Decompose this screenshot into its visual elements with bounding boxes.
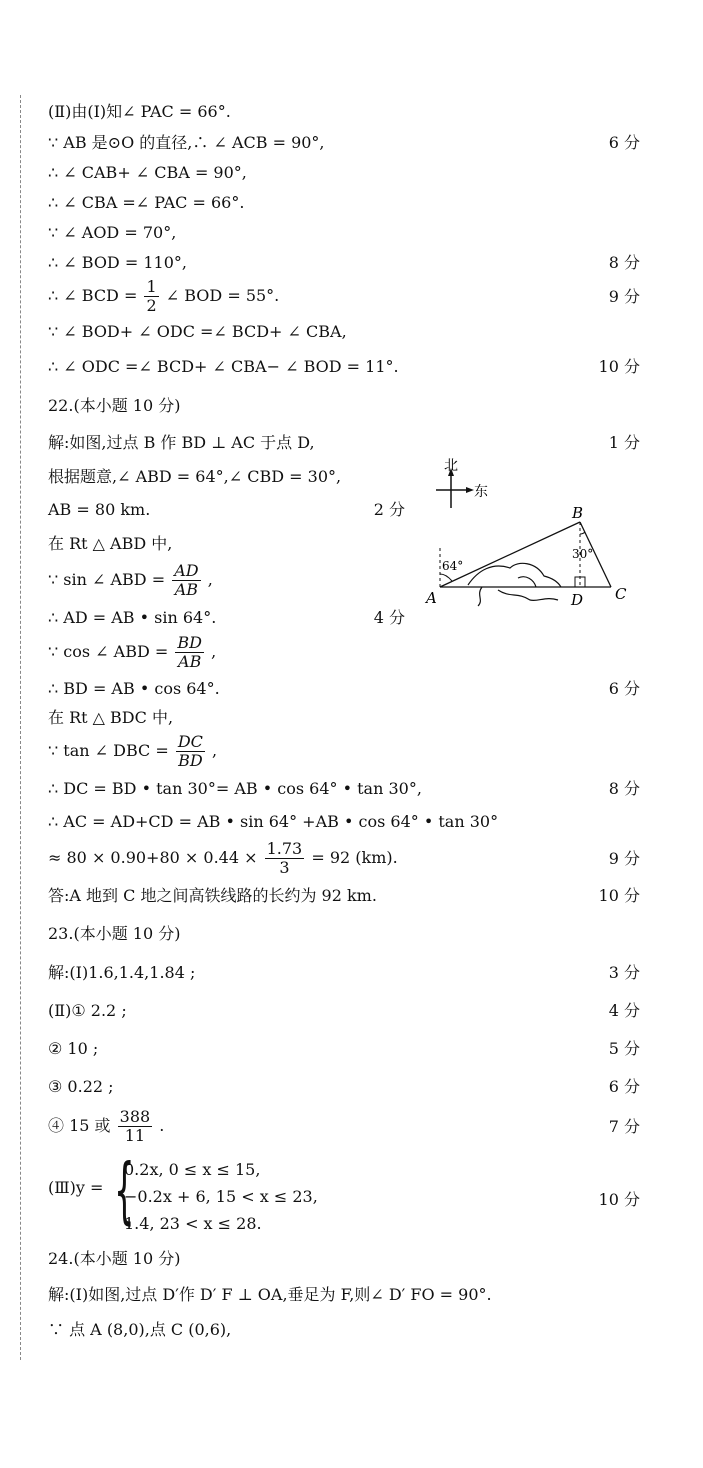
score-8: 8 分 (608, 253, 640, 272)
q22-line-12: ∴ AC = AD+CD = AB • sin 64° +AB • cos 64° • tan 30° (48, 812, 499, 831)
point-label-d: D (571, 591, 584, 609)
score-4b: 4 分 (608, 1001, 640, 1020)
q22-line-5-tail: , (207, 570, 213, 589)
score-6c: 6 分 (608, 1077, 640, 1096)
q21-line-2: ∵ AB 是⊙O 的直径,∴ ∠ ACB = 90°, (48, 133, 325, 152)
score-9b: 9 分 (608, 849, 640, 868)
fraction-bd-ab (175, 634, 204, 671)
q22-line-5-lead: ∵ sin ∠ ABD = (48, 570, 166, 589)
q22-line-10 (48, 733, 217, 770)
compass-north-label: 北 (444, 458, 458, 474)
q22-line-8: ∴ BD = AB • cos 64°. (48, 679, 220, 698)
score-10: 10 分 (598, 357, 640, 376)
fraction-num: 388 (119, 1107, 151, 1126)
q22-line-5 (48, 562, 213, 599)
point-label-a: A (426, 589, 437, 607)
score-7: 7 分 (608, 1117, 640, 1136)
q22-line-7-lead: ∵ cos ∠ ABD = (48, 642, 169, 661)
fraction-den: BD (178, 751, 203, 770)
angle-arc-64 (440, 574, 452, 581)
binding-margin-line (20, 95, 21, 1360)
score-2: 2 分 (373, 500, 405, 519)
q22-line-1: 解:如图,过点 B 作 BD ⊥ AC 于点 D, (48, 433, 315, 452)
fraction-dc-bd (176, 733, 205, 770)
score-1: 1 分 (608, 433, 640, 452)
q23-line-2: (Ⅱ)① 2.2 ; (48, 1001, 127, 1020)
piecewise-case-2: −0.2x + 6, 15 < x ≤ 23, (124, 1187, 318, 1206)
segment-ab (440, 522, 580, 587)
q22-line-13-lead: ≈ 80 × 0.90+80 × 0.44 × (48, 848, 258, 867)
fraction-half (144, 278, 158, 315)
q23-line-5 (48, 1108, 164, 1145)
q24-line-2: ∵ 点 A (8,0),点 C (0,6), (48, 1320, 232, 1339)
fraction-num: 1 (146, 277, 157, 296)
mountain-terrain (468, 563, 561, 606)
q23-line-5-lead: ④ 15 或 (48, 1116, 111, 1135)
q22-line-6: ∴ AD = AB • sin 64°. (48, 608, 217, 627)
point-label-c: C (615, 585, 627, 603)
q21-line-7-tail: ∠ BOD = 55°. (165, 286, 280, 305)
q23-heading: 23.(本小题 10 分) (48, 924, 181, 943)
fraction-den: AB (178, 652, 202, 671)
q21-line-3: ∴ ∠ CAB+ ∠ CBA = 90°, (48, 163, 247, 182)
fraction-den: 3 (279, 858, 290, 877)
q22-line-13-tail: = 92 (km). (311, 848, 398, 867)
q22-line-4: 在 Rt △ ABD 中, (48, 534, 173, 553)
fraction-num: BD (177, 633, 202, 652)
compass-east-label: 东 (474, 484, 488, 500)
q21-line-4: ∴ ∠ CBA =∠ PAC = 66°. (48, 193, 245, 212)
score-6: 6 分 (608, 133, 640, 152)
q21-line-5: ∵ ∠ AOD = 70°, (48, 223, 177, 242)
q22-line-7-tail: , (211, 642, 217, 661)
point-label-b: B (572, 504, 584, 522)
q23-line-4: ③ 0.22 ; (48, 1077, 114, 1096)
fraction-ad-ab (172, 562, 200, 599)
fraction-den: 11 (124, 1126, 146, 1145)
piecewise-lhs: (Ⅲ)y = (48, 1178, 104, 1197)
q22-line-10-lead: ∵ tan ∠ DBC = (48, 741, 169, 760)
score-10c: 10 分 (598, 1190, 640, 1209)
q22-line-7 (48, 634, 216, 671)
q22-answer: 答:A 地到 C 地之间高铁线路的长约为 92 km. (48, 886, 377, 905)
fraction-den: AB (174, 580, 199, 599)
q23-line-1: 解:(Ⅰ)1.6,1.4,1.84 ; (48, 963, 196, 982)
q21-line-1: (Ⅱ)由(Ⅰ)知∠ PAC = 66°. (48, 102, 231, 121)
score-9: 9 分 (608, 287, 640, 306)
fraction-num: AD (174, 561, 199, 580)
compass-east-arrow (466, 487, 474, 493)
q22-line-9: 在 Rt △ BDC 中, (48, 708, 174, 727)
q22-line-10-tail: , (212, 741, 218, 760)
score-6b: 6 分 (608, 679, 640, 698)
fraction-num: DC (177, 732, 203, 751)
score-4: 4 分 (373, 608, 405, 627)
q22-line-11: ∴ DC = BD • tan 30°= AB • cos 64° • tan 30°, (48, 779, 422, 798)
q22-figure (418, 450, 658, 610)
q22-line-13 (48, 840, 398, 877)
fraction-173-3 (265, 840, 305, 877)
q22-line-2: 根据题意,∠ ABD = 64°,∠ CBD = 30°, (48, 467, 342, 486)
angle-label-64: 64° (442, 559, 464, 573)
angle-label-30: 30° (572, 547, 594, 561)
q22-line-3: AB = 80 km. (48, 500, 151, 519)
q23-line-3: ② 10 ; (48, 1039, 99, 1058)
q21-line-9: ∴ ∠ ODC =∠ BCD+ ∠ CBA− ∠ BOD = 11°. (48, 357, 399, 376)
score-8b: 8 分 (608, 779, 640, 798)
score-10b: 10 分 (598, 886, 640, 905)
piecewise-case-1: 0.2x, 0 ≤ x ≤ 15, (124, 1160, 261, 1179)
piecewise-brace: { (114, 1148, 135, 1232)
q21-line-6: ∴ ∠ BOD = 110°, (48, 253, 187, 272)
piecewise-case-3: 1.4, 23 < x ≤ 28. (124, 1214, 262, 1233)
q21-line-7-lead: ∴ ∠ BCD = (48, 286, 138, 305)
q24-line-1: 解:(Ⅰ)如图,过点 D′作 D′ F ⊥ OA,垂足为 F,则∠ D′ FO = 90°. (48, 1285, 492, 1304)
q23-line-5-tail: . (159, 1116, 165, 1135)
score-3: 3 分 (608, 963, 640, 982)
q21-line-8: ∵ ∠ BOD+ ∠ ODC =∠ BCD+ ∠ CBA, (48, 322, 347, 341)
q24-heading: 24.(本小题 10 分) (48, 1249, 181, 1268)
angle-arc-30 (580, 532, 585, 534)
q21-line-7 (48, 278, 279, 315)
q22-heading: 22.(本小题 10 分) (48, 396, 181, 415)
fraction-den: 2 (146, 296, 157, 315)
fraction-num: 1.73 (266, 839, 303, 858)
fraction-388-11 (118, 1108, 153, 1145)
score-5: 5 分 (608, 1039, 640, 1058)
